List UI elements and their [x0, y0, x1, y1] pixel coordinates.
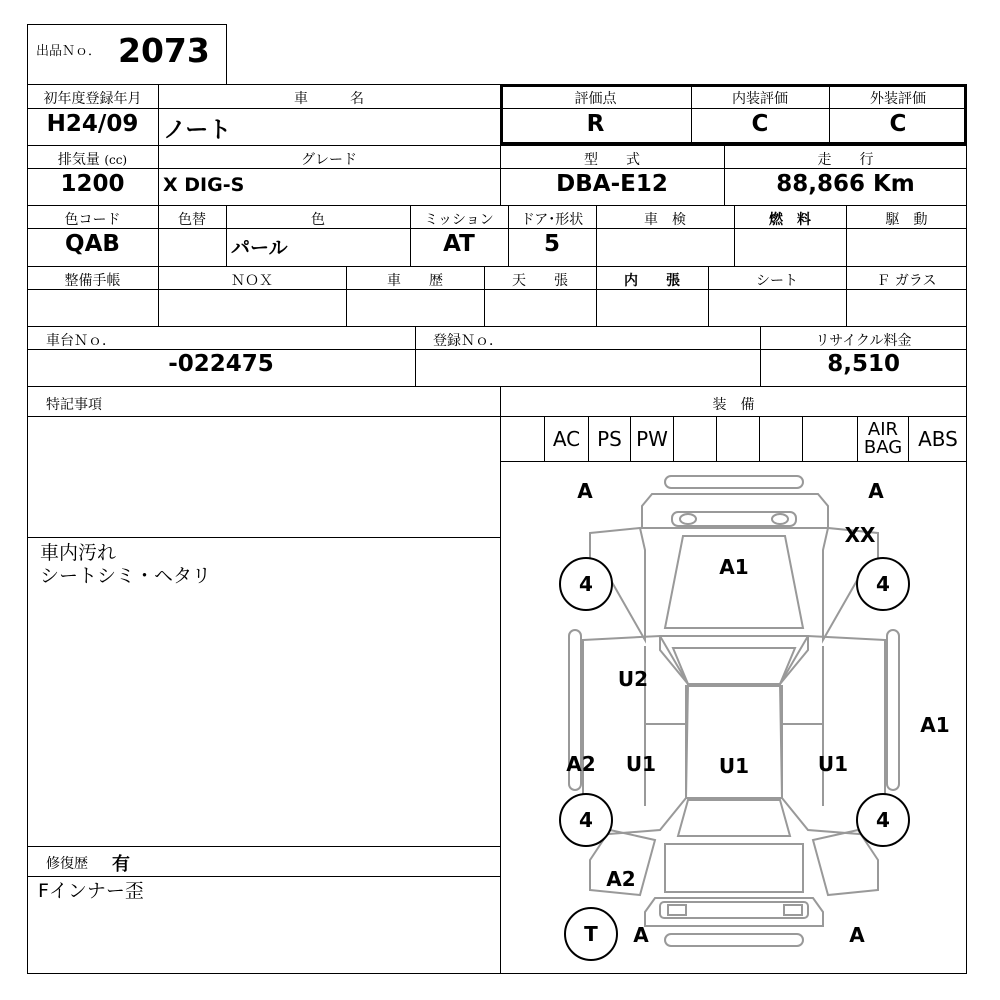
history-label: 車 歴 — [387, 273, 443, 289]
recycle-value: 8,510 — [827, 351, 900, 377]
color-value: パール — [231, 237, 288, 259]
doors-value: 5 — [543, 231, 560, 257]
first-reg-label: 初年度登録年月 — [43, 91, 142, 107]
lot-number-label: 出品Ｎｏ． — [36, 44, 102, 59]
grid-line — [27, 846, 500, 847]
damage-mark-front-right-corner: A — [868, 479, 884, 503]
exterior-score-value: C — [889, 111, 907, 137]
repair-history-label: 修復歴 — [46, 856, 88, 872]
damage-mark-left-skirt: A2 — [566, 752, 596, 776]
equipment-slot-blank-3 — [716, 417, 759, 461]
color-code-label: 色コード — [64, 212, 121, 228]
repair-note: Fインナー歪 — [38, 880, 144, 902]
mileage-value: 88,866 Km — [776, 171, 915, 197]
damage-mark-front-left-corner: A — [577, 479, 593, 503]
damage-mark-right-side: A1 — [920, 713, 950, 737]
mileage-label: 走 行 — [817, 152, 874, 168]
damage-mark-hood: A1 — [719, 555, 749, 579]
tire-front-right: 4 — [856, 557, 910, 611]
grid-line — [27, 266, 967, 267]
transmission-label: ミッション — [424, 212, 494, 228]
equipment-airbag: AIR BAG — [857, 417, 908, 461]
model-value: DBA-E12 — [556, 171, 668, 197]
fuel-label: 燃 料 — [769, 212, 811, 228]
grade-label: グレード — [301, 152, 357, 168]
score-value: R — [586, 111, 605, 137]
interior-score-label: 内装評価 — [732, 91, 788, 107]
equipment-slot-blank-2 — [673, 417, 716, 461]
notes-label: 特記事項 — [46, 397, 102, 413]
interior-trim-label: 内 張 — [624, 273, 680, 289]
chassis-label: 車台Ｎｏ． — [46, 333, 116, 349]
damage-mark-rear-left-corner: A — [633, 923, 649, 947]
fglass-label: Ｆ ガラス — [876, 273, 937, 289]
first-reg-value: H24/09 — [46, 111, 139, 137]
chassis-value: -022475 — [168, 351, 274, 377]
recycle-label: リサイクル料金 — [815, 333, 912, 349]
grade-value: X DIG-S — [163, 174, 245, 196]
car-name-label: 車 名 — [294, 91, 364, 107]
model-label: 型 式 — [584, 152, 640, 168]
transmission-value: AT — [443, 231, 475, 257]
displacement-label — [27, 149, 158, 169]
displacement-label-text: 排気量 — [57, 152, 100, 168]
nox-label: ＮＯＸ — [231, 273, 273, 289]
grid-line — [415, 326, 416, 387]
damage-mark-rear-left-fender: A2 — [606, 867, 636, 891]
grid-line — [27, 145, 967, 146]
repair-history-value: 有 — [112, 854, 130, 875]
reg-label: 登録Ｎｏ． — [433, 333, 503, 349]
spare-tire: T — [564, 907, 618, 961]
note-line-1: 車内汚れ — [40, 542, 117, 564]
damage-mark-right-rear-door: U1 — [817, 752, 849, 776]
grid-line — [27, 205, 967, 206]
drive-label: 駆 動 — [885, 212, 928, 228]
tire-front-left: 4 — [559, 557, 613, 611]
lot-number-value: 2073 — [118, 31, 210, 70]
color-change-label: 色替 — [178, 212, 206, 228]
equipment-slot-blank-5 — [802, 417, 857, 461]
note-line-2: シートシミ・ヘタリ — [40, 565, 212, 587]
damage-mark-front-right-fender: XX — [844, 523, 876, 547]
equipment-slot-blank-1 — [500, 417, 544, 461]
displacement-value: 1200 — [60, 171, 125, 197]
tire-rear-right: 4 — [856, 793, 910, 847]
displacement-unit: (cc) — [104, 153, 128, 167]
tire-rear-left: 4 — [559, 793, 613, 847]
exterior-score-label: 外装評価 — [870, 91, 926, 107]
car-name-value: ノート — [163, 117, 232, 143]
equipment-slot-blank-4 — [759, 417, 802, 461]
grid-line — [27, 386, 967, 387]
damage-mark-left-rear-door: U1 — [625, 752, 657, 776]
sunroof-label: 天 張 — [512, 273, 568, 289]
equipment-ps: PS — [588, 417, 630, 461]
doors-label: ドア･形状 — [520, 212, 584, 228]
inspection-label: 車 検 — [644, 212, 686, 228]
interior-score-value: C — [751, 111, 769, 137]
color-label: 色 — [311, 212, 325, 228]
damage-mark-left-front-door: U2 — [617, 667, 649, 691]
equipment-pw: PW — [630, 417, 673, 461]
damage-mark-rear-right-corner: A — [849, 923, 865, 947]
equipment-ac: AC — [544, 417, 588, 461]
seat-label: シート — [756, 273, 798, 289]
equipment-abs: ABS — [908, 417, 967, 461]
equipment-label: 装 備 — [712, 397, 755, 413]
grid-line — [27, 326, 967, 327]
damage-mark-roof: U1 — [718, 754, 750, 778]
service-book-label: 整備手帳 — [64, 273, 121, 289]
color-code-value: QAB — [65, 231, 120, 257]
score-label: 評価点 — [574, 91, 617, 107]
car-diagram — [500, 462, 967, 974]
